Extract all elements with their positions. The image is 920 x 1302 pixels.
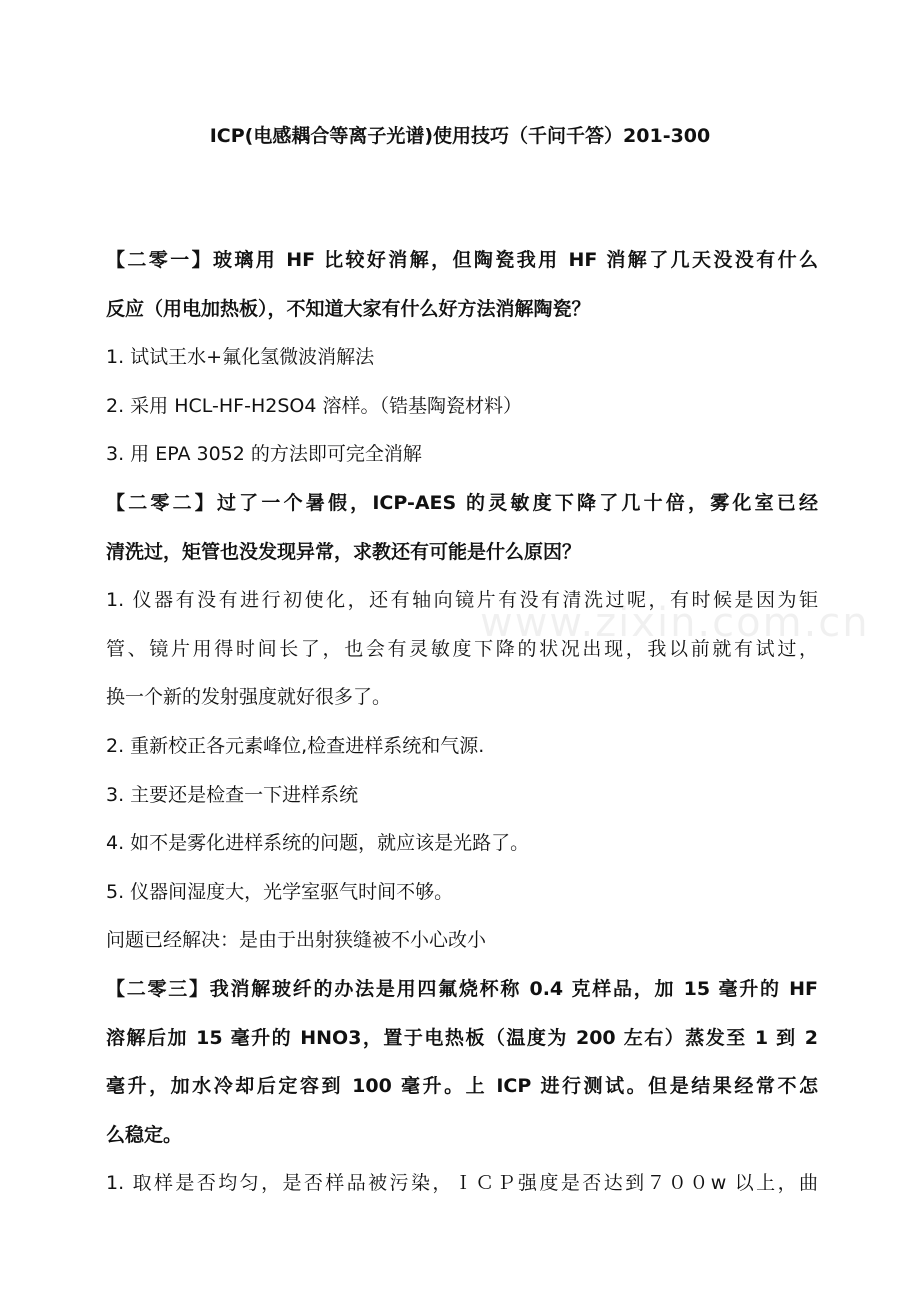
- answer-line: 1. 试试王水+氟化氢微波消解法: [106, 346, 375, 369]
- question-line: 【二零一】玻璃用 HF 比较好消解，但陶瓷我用 HF 消解了几天没没有什么: [106, 249, 818, 271]
- question-line: 清洗过，矩管也没发现异常，求教还有可能是什么原因？: [106, 540, 582, 563]
- answer-line: 3. 用 EPA 3052 的方法即可完全消解: [106, 443, 422, 466]
- answer-line: 问题已经解决：是由于出射狭缝被不小心改小: [106, 929, 487, 952]
- answer-line: 1. 取样是否均匀，是否样品被污染，ＩＣＰ强度是否达到７００w 以上，曲: [106, 1172, 818, 1195]
- answer-line: 1. 仪器有没有进行初使化，还有轴向镜片有没有清洗过呢，有时候是因为钜: [106, 589, 818, 612]
- watermark: www.zixin.com.cn: [480, 600, 870, 646]
- answer-line: 换一个新的发射强度就好很多了。: [106, 686, 392, 709]
- answer-line: 3. 主要还是检查一下进样系统: [106, 783, 359, 806]
- document-title: ICP(电感耦合等离子光谱)使用技巧（千问千答）201-300: [209, 125, 711, 147]
- question-line: 毫升，加水冷却后定容到 100 毫升。上 ICP 进行测试。但是结果经常不怎: [106, 1075, 818, 1098]
- question-line: 【二零二】过了一个暑假，ICP-AES 的灵敏度下降了几十倍，雾化室已经: [106, 491, 818, 514]
- answer-line: 4. 如不是雾化进样系统的问题，就应该是光路了。: [106, 832, 530, 855]
- answer-line: 2. 重新校正各元素峰位,检查进样系统和气源.: [106, 734, 485, 757]
- answer-line: 管、镜片用得时间长了，也会有灵敏度下降的状况出现，我以前就有试过，: [106, 637, 818, 660]
- question-line: 溶解后加 15 毫升的 HNO3，置于电热板（温度为 200 左右）蒸发至 1 到 2: [106, 1026, 818, 1049]
- answer-line: 5. 仪器间湿度大，光学室驱气时间不够。: [106, 880, 454, 903]
- question-line: 么稳定。: [106, 1123, 183, 1146]
- question-line: 反应（用电加热板），不知道大家有什么好方法消解陶瓷？: [106, 297, 591, 320]
- document-body: [106, 236, 818, 1208]
- answer-line: 2. 采用 HCL-HF-H2SO4 溶样。（锆基陶瓷材料）: [106, 394, 522, 417]
- question-line: 【二零三】我消解玻纤的办法是用四氟烧杯称 0.4 克样品，加 15 毫升的 HF: [106, 977, 818, 1000]
